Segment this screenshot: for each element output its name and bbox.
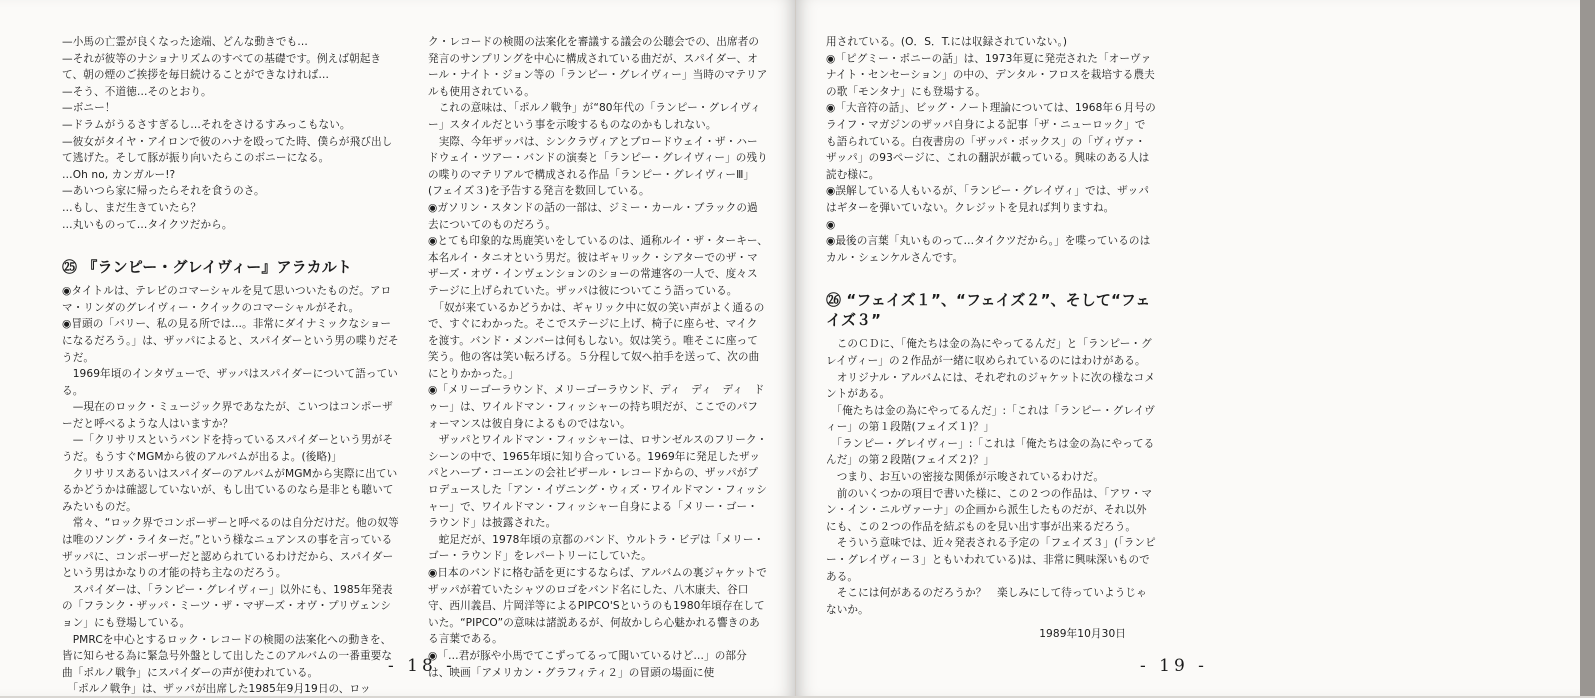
- spacer: [62, 233, 400, 247]
- paragraph: オリジナル・アルバムには、それぞれのジャケットに次の様なコメントがある。: [826, 371, 1156, 401]
- page-number-right: - 19 -: [1140, 656, 1208, 676]
- paragraph: —それが彼等のナショナリズムのすべての基礎です。例えば朝起きて、朝の煙のご挨拶を毎日続けることができなければ…: [62, 52, 382, 82]
- paragraph: 「俺たちは金の為にやってるんだ」:「これは「ランピー・グレイヴィー」の第１段階(フェイズ１)？」: [826, 404, 1155, 434]
- paragraph: ◉誤解している人もいるが、「ランピー・グレイヴィ」では、ザッパはギターを弾いていない。クレジットを見れば判りますね。: [826, 185, 1150, 214]
- paragraph: これの意味は、「ポルノ戦争」が“80年代の「ランピー・グレイヴィー」スタイルだという事を示唆するものなのかもしれない。: [428, 102, 761, 131]
- paragraph: —ドラムがうるさすぎるし…それをさけるすみっこもない。: [62, 118, 351, 131]
- paragraph: —「クリサリスというバンドを持っているスパイダーという男がそうだ。もうすぐMGMから彼のアルバムが出るよ。(後略)」: [62, 434, 394, 464]
- paragraph: —あいつら家に帰ったらそれを食うのさ。: [62, 185, 265, 198]
- paragraph: ◉: [826, 218, 836, 231]
- paragraph: クリサリスあるいはスパイダーのアルバムがMGMから実際に出ているかどうかは確認していないが、もし出ているのなら是非とも聴いてみたいものだ。: [62, 467, 398, 513]
- left-page-column-2: [428, 34, 768, 681]
- left-page: [0, 0, 796, 696]
- paragraph: ◉最後の言葉「丸いものって…タイクツだから。」を喋っているのはカル・シェンケルさんです。: [826, 235, 1151, 264]
- paragraph: —現在のロック・ミュージック界であなたが、こいつはコンポーザーだと呼べるような人はいますか？: [62, 401, 393, 430]
- paragraph: —小馬の亡霊が良くなった途端、どんな動きでも…: [62, 36, 308, 48]
- paragraph: ク・レコードの検閲の法案化を審議する議会の公聴会での、出席者の発言のサンプリングを中心に構成されている曲だが、スパイダー、オール・ナイト・ジョン等の「ランピー・グレイヴィー」当時のマテリアルも使用されている。: [428, 36, 768, 98]
- paragraph: つまり、お互いの密接な関係が示唆されているわけだ。: [826, 471, 1105, 484]
- paragraph: —そう、不道徳…そのとおり。: [62, 85, 212, 98]
- paragraph: …もし、まだ生きていたら？: [62, 201, 202, 214]
- paragraph: ◉タイトルは、テレビのコマーシャルを見て思いついたものだ。アロマ・リンダのグレイヴィー・クイックのコマーシャルがそれ。: [62, 285, 392, 314]
- page-number-left: - 18 -: [388, 656, 456, 676]
- paragraph: 前のいくつかの項目で書いた様に、この２つの作品は、「アワ・マン・イン・ニルヴァーナ」の企画から派生したものだが、それ以外にも、この２つの作品を結ぶものを見い出す事が出来るだろう。: [826, 487, 1153, 533]
- paragraph: ◉「ピグミー・ポニーの話」は、1973年夏に発売された「オーヴァナイト・センセーション」の中の、デンタル・フロスを栽培する農夫の歌「モンタナ」にも登場する。: [826, 52, 1155, 98]
- paragraph: 「ポルノ戦争」は、ザッパが出席した1985年9月19日の、ロッ: [62, 683, 371, 696]
- paragraph: ◉「…君が豚や小馬でてこずってるって聞いているけど…」の部分は、映画「アメリカン・グラフィティ２」の冒頭の場面に使: [428, 649, 747, 679]
- paragraph: ◉「メリーゴーラウンド、メリーゴーラウンド、ディ ディ ディ ドゥー」は、ワイルドマン・フィッシャーの持ち唄だが、ここでのパフォーマンスは彼自身によるものではない。: [428, 384, 765, 430]
- paragraph: PMRCを中心とするロック・レコードの検閲の法案化への動きを、皆に知らせる為に緊急号外盤として出したこのアルバムの一番重要な曲「ポルノ戦争」にスパイダーの声が使われている。: [62, 633, 393, 679]
- paragraph: そこには何があるのだろうか？ 楽しみにして待っていようじゃないか。: [826, 587, 1147, 616]
- paragraph: —彼女がタイヤ・アイロンで彼のハナを殴ってた時、僕らが飛び出して逃げた。そして豚が振り向いたらこのボニーになる。: [62, 135, 393, 165]
- scan-edge: [1580, 0, 1595, 696]
- paragraph: 常々、“ロック界でコンポーザーと呼べるのは自分だけだ。他の奴等は唯のソング・ライターだ。”という様なニュアンスの事を言っているザッパに、コンポーザーだと認められているわけだから、スパイダーという男はかなりの才能の持ち主なのだろう。: [62, 517, 399, 580]
- paragraph: …丸いものって…タイクツだから。: [62, 218, 233, 231]
- paragraph: ◉ガソリン・スタンドの話の一部は、ジミー・カール・ブラックの過去についてのものだろう。: [428, 201, 758, 231]
- date-signature: 1989年10月30日: [1039, 628, 1126, 641]
- paragraph: ザッパとワイルドマン・フィッシャーは、ロサンゼルスのフリーク・シーンの中で、1965年頃に知り合っている。1969年に発足したザッパとハーブ・コーエンの会社ビザール・レコードからの、ザッパがプロデュースした「アン・イヴニング・ウィズ・ワイルドマン・フィッシャー」で、ワイルドマン・フィッシャー自身による「メリー・ゴー・ラウンド」は披露された。: [428, 434, 768, 530]
- right-page-column: [826, 34, 1156, 643]
- paragraph: —ボニー！: [62, 102, 116, 115]
- paragraph: ◉「大音符の話」、ビッグ・ノート理論については、1968年６月号のライフ・マガジンのザッパ自身による記事「ザ・ニューロック」でも語られている。白夜書房の「ザッパ・ボックス」の「ヴィヴァ・ザッパ」の93ページに、これの翻訳が載っている。興味のある人は読む様に。: [826, 102, 1156, 181]
- paragraph: …Oh no, カンガルー!?: [62, 168, 176, 181]
- paragraph: ◉とても印象的な馬鹿笑いをしているのは、通称ルイ・ザ・ターキー、本名ルイ・タニオという男だ。彼はギャリック・シアターでのザ・マザーズ・オヴ・インヴェンションのショーの常連客の一人で、度々ステージに上げられていた。ザッパは彼についてこう語っている。: [428, 235, 768, 297]
- section-heading-26: ㉖ “フェイズ１”、“フェイズ２”、そして“フェイズ３”: [826, 291, 1151, 330]
- paragraph: スパイダーは、「ランピー・グレイヴィー」以外にも、1985年発表の「フランク・ザッパ・ミーツ・ザ・マザーズ・オヴ・プリヴェンション」にも登場している。: [62, 583, 393, 629]
- paragraph: このＣＤに、「俺たちは金の為にやってるんだ」と「ランピー・グレイヴィー」の２作品が一緒に収められているのにはわけがある。: [826, 338, 1152, 367]
- paragraph: ◉冒頭の「バリー、私の見る所では…。非常にダイナミックなショーになるだろう。」は、ザッパによると、スパイダーという男の喋りだそうだ。: [62, 318, 399, 364]
- paragraph: そういう意味では、近々発表される予定の「フェイズ３」(「ランピー・グレイヴィー３」ともいわれている)は、非常に興味深いものである。: [826, 537, 1156, 583]
- paragraph: ◉日本のバンドに格む話を更にするならば、アルバムの裏ジャケットでザッパが着ていたシャツのロゴをバンド名にした、八木康夫、谷口守、西川義昌、片岡洋等によるPIPCO'Sというのも1980年頃存在していた。“PIPCO”の意味は諸説あるが、何故かしら心魅かれる響きのある言葉である。: [428, 567, 767, 646]
- paragraph: 「奴が来ているかどうかは、ギャリック中に奴の笑い声がよく通るので、すぐにわかった。そこでステージに上げ、椅子に座らせ、マイクを渡す。バンド・メンバーは何もしない。奴は笑う。唯そこに座って笑う。他の客は笑い転ろげる。５分程して奴へ拍手を送って、次の曲にとりかかった。」: [428, 301, 765, 380]
- paragraph: 1969年頃のインタヴューで、ザッパはスパイダーについて語っている。: [62, 368, 398, 397]
- paragraph: 蛇足だが、1978年頃の京都のバンド、ウルトラ・ビデは「メリー・ゴー・ラウンド」をレパートリーにしていた。: [428, 533, 765, 563]
- paragraph: 用されている。(O．S．T.には収録されていない。): [826, 36, 1068, 48]
- left-page-column-1: [62, 34, 400, 698]
- paragraph: 実際、今年ザッパは、シンクラヴィアとブロードウェイ・ザ・ハードウェイ・ツアー・バンドの演奏と「ランピー・グレイヴィー」の残りの喋りのマテリアルで構成される作品「ランピー・グレイヴィーⅢ」(フェイズ３)を予告する発言を数回している。: [428, 135, 768, 198]
- paragraph: 「ランピー・グレイヴィー」:「これは「俺たちは金の為にやってるんだ」の第２段階(フェイズ２)？」: [826, 437, 1155, 467]
- spacer: [826, 266, 1156, 280]
- section-heading-25: ㉕ 『ランピー・グレイヴィー』アラカルト: [62, 258, 352, 277]
